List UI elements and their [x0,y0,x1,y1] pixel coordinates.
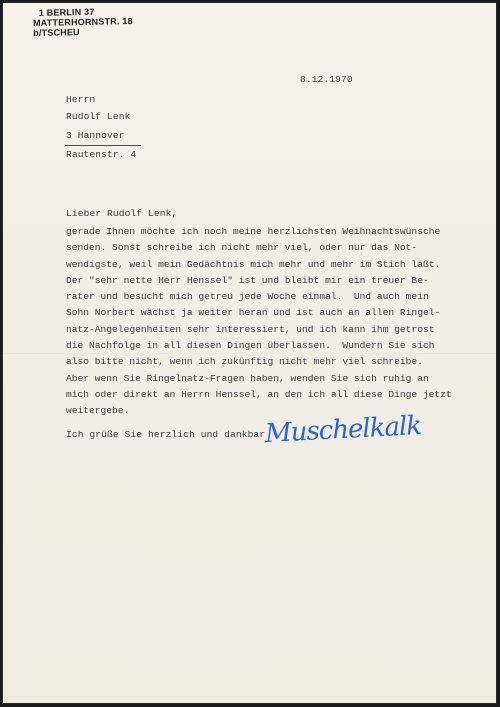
letter-closing: Ich grüße Sie herzlich und dankbar [66,429,266,440]
sender-address-stamp [33,6,133,38]
body-line: Aber wenn Sie Ringelnatz-Fragen haben, wenden Sie sich ruhig an [66,372,429,384]
body-line: senden. Sonst schreibe ich nicht mehr viel, oder nur das Not- [66,242,418,254]
letter-body [66,224,476,420]
recipient-city-underline [65,145,141,146]
recipient-city: 3 Hannover [66,130,125,141]
stamp-line-care-of: b/TSCHEU [33,27,80,39]
recipient-name: Rudolf Lenk [66,111,131,122]
body-line: natz-Angelegenheiten sehr interessiert, und ich kann ihm getrost [66,323,435,335]
letter-date: 8.12.1970 [300,74,353,85]
letter-greeting: Lieber Rudolf Lenk, [66,208,178,219]
body-line: also bitte nicht, wenn ich zukünftig nicht mehr viel schreibe. [66,356,423,368]
paper-fold-line [3,353,496,354]
recipient-street: Rautenstr. 4 [66,149,137,160]
letter-page [3,3,496,703]
body-line: gerade Ihnen möchte ich noch meine herzlichsten Weihnachtswünsche [66,226,441,237]
body-line: die Nachfolge in all diesen Dingen überlassen. Wundern Sie sich [66,340,435,352]
body-line: rater und besucht mich getreu jede Woche einmal. Und auch mein [66,291,429,303]
body-line: mich oder direkt an Herrn Henssel, an den ich all diese Dinge jetzt [66,388,452,400]
body-line: weitergebe. [66,405,130,417]
stamp-line-street: MATTERHORNSTR. 18 [32,15,133,29]
body-line: Sohn Norbert wächst ja weiter heran und ist auch an allen Ringel- [66,307,441,319]
recipient-salutation: Herrn [66,94,96,105]
handwritten-signature: Muschelkalk [264,410,422,450]
stamp-line-city: 1 BERLIN 37 [38,6,95,18]
body-line: Der "sehr nette Herr Henssel" ist und bleibt mir ein treuer Be- [66,274,429,286]
body-line: wendigste, weil mein Gedächtnis mich mehr und mehr im Stich läßt. [66,258,441,270]
